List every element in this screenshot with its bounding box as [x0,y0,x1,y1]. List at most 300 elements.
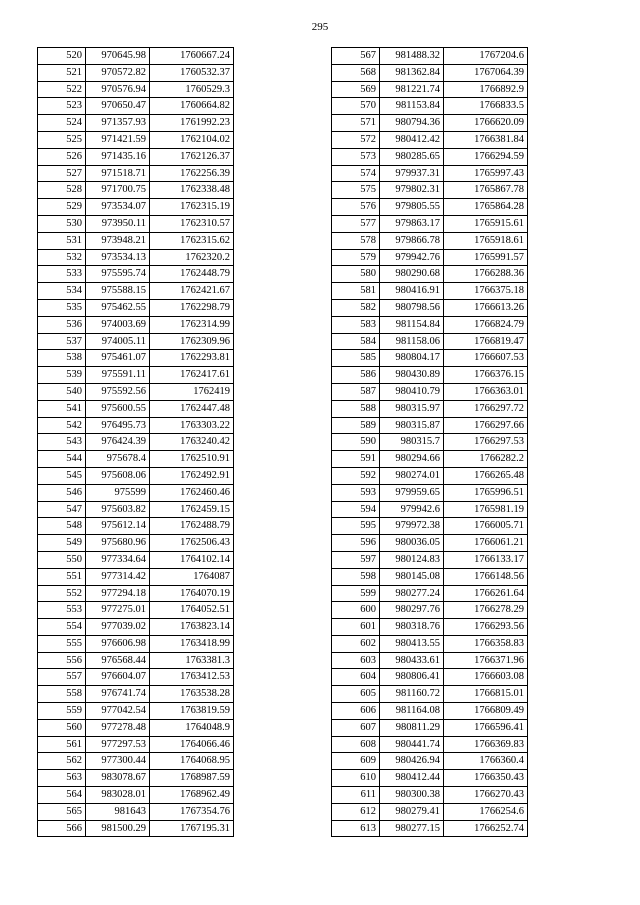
point-number-cell: 585 [332,350,380,367]
y-coordinate-cell: 1762421.67 [150,283,234,300]
x-coordinate-cell: 980290.68 [380,266,444,283]
table-row [332,81,528,98]
table-row [38,165,234,182]
x-coordinate-cell: 970576.94 [86,81,150,98]
x-coordinate-cell: 976606.98 [86,635,150,652]
x-coordinate-cell: 981158.06 [380,333,444,350]
table-row [332,383,528,400]
point-number-cell: 545 [38,467,86,484]
table-row [38,770,234,787]
y-coordinate-cell: 1762419 [150,383,234,400]
table-row [38,215,234,232]
point-number-cell: 596 [332,535,380,552]
x-coordinate-cell: 980433.61 [380,652,444,669]
point-number-cell: 555 [38,635,86,652]
point-number-cell: 570 [332,98,380,115]
point-number-cell: 608 [332,736,380,753]
table-row [38,434,234,451]
x-coordinate-cell: 980441.74 [380,736,444,753]
y-coordinate-cell: 1763823.14 [150,619,234,636]
x-coordinate-cell: 979805.55 [380,199,444,216]
table-row [332,283,528,300]
x-coordinate-cell: 980277.15 [380,820,444,837]
point-number-cell: 527 [38,165,86,182]
point-number-cell: 590 [332,434,380,451]
table-row [332,518,528,535]
y-coordinate-cell: 1766350.43 [444,770,528,787]
y-coordinate-cell: 1766809.49 [444,703,528,720]
x-coordinate-cell: 979937.31 [380,165,444,182]
point-number-cell: 566 [38,820,86,837]
x-coordinate-cell: 980806.41 [380,669,444,686]
point-number-cell: 526 [38,148,86,165]
table-row [332,619,528,636]
table-row [332,148,528,165]
y-coordinate-cell: 1766613.26 [444,299,528,316]
y-coordinate-cell: 1766293.56 [444,619,528,636]
point-number-cell: 557 [38,669,86,686]
y-coordinate-cell: 1763303.22 [150,417,234,434]
point-number-cell: 541 [38,400,86,417]
x-coordinate-cell: 979863.17 [380,215,444,232]
y-coordinate-cell: 1766371.96 [444,652,528,669]
y-coordinate-cell: 1766278.29 [444,602,528,619]
y-coordinate-cell: 1767064.39 [444,64,528,81]
x-coordinate-cell: 980412.42 [380,131,444,148]
table-row [332,787,528,804]
table-row [38,64,234,81]
table-row [38,98,234,115]
point-number-cell: 558 [38,686,86,703]
table-row [38,484,234,501]
y-coordinate-cell: 1762314.99 [150,316,234,333]
table-row [38,383,234,400]
table-row [38,518,234,535]
table-row [38,81,234,98]
point-number-cell: 542 [38,417,86,434]
table-row [332,602,528,619]
point-number-cell: 577 [332,215,380,232]
x-coordinate-cell: 974003.69 [86,316,150,333]
y-coordinate-cell: 1760529.3 [150,81,234,98]
y-coordinate-cell: 1768962.49 [150,787,234,804]
point-number-cell: 605 [332,686,380,703]
x-coordinate-cell: 979866.78 [380,232,444,249]
x-coordinate-cell: 981164.08 [380,703,444,720]
point-number-cell: 563 [38,770,86,787]
x-coordinate-cell: 975462.55 [86,299,150,316]
table-row [332,131,528,148]
y-coordinate-cell: 1762460.46 [150,484,234,501]
point-number-cell: 580 [332,266,380,283]
table-row [38,652,234,669]
table-row [38,131,234,148]
y-coordinate-cell: 1766833.5 [444,98,528,115]
point-number-cell: 559 [38,703,86,720]
x-coordinate-cell: 977300.44 [86,753,150,770]
y-coordinate-cell: 1762126.37 [150,148,234,165]
point-number-cell: 538 [38,350,86,367]
table-row [38,535,234,552]
table-row [332,333,528,350]
y-coordinate-cell: 1766603.08 [444,669,528,686]
point-number-cell: 523 [38,98,86,115]
y-coordinate-cell: 1762104.02 [150,131,234,148]
x-coordinate-cell: 980315.97 [380,400,444,417]
x-coordinate-cell: 979942.6 [380,501,444,518]
point-number-cell: 567 [332,48,380,65]
y-coordinate-cell: 1765915.61 [444,215,528,232]
y-coordinate-cell: 1763412.53 [150,669,234,686]
y-coordinate-cell: 1762320.2 [150,249,234,266]
table-row [38,48,234,65]
table-row [38,350,234,367]
point-number-cell: 584 [332,333,380,350]
table-row [332,232,528,249]
coordinates-table-left [37,47,234,837]
y-coordinate-cell: 1766596.41 [444,719,528,736]
y-coordinate-cell: 1766892.9 [444,81,528,98]
x-coordinate-cell: 980300.38 [380,787,444,804]
table-row [332,703,528,720]
point-number-cell: 544 [38,451,86,468]
point-number-cell: 551 [38,568,86,585]
point-number-cell: 531 [38,232,86,249]
point-number-cell: 600 [332,602,380,619]
x-coordinate-cell: 977042.54 [86,703,150,720]
x-coordinate-cell: 980798.56 [380,299,444,316]
x-coordinate-cell: 980413.55 [380,635,444,652]
y-coordinate-cell: 1764102.14 [150,551,234,568]
y-coordinate-cell: 1766061.21 [444,535,528,552]
point-number-cell: 582 [332,299,380,316]
x-coordinate-cell: 973534.13 [86,249,150,266]
x-coordinate-cell: 975603.82 [86,501,150,518]
y-coordinate-cell: 1766294.59 [444,148,528,165]
y-coordinate-cell: 1762492.91 [150,467,234,484]
y-coordinate-cell: 1760667.24 [150,48,234,65]
y-coordinate-cell: 1763381.3 [150,652,234,669]
table-row [38,568,234,585]
x-coordinate-cell: 977294.18 [86,585,150,602]
table-row [38,820,234,837]
y-coordinate-cell: 1766261.64 [444,585,528,602]
point-number-cell: 560 [38,719,86,736]
x-coordinate-cell: 970572.82 [86,64,150,81]
table-row [332,215,528,232]
table-row [332,652,528,669]
y-coordinate-cell: 1766148.56 [444,568,528,585]
y-coordinate-cell: 1766297.53 [444,434,528,451]
table-row [38,753,234,770]
table-row [38,619,234,636]
table-row [332,350,528,367]
x-coordinate-cell: 980416.91 [380,283,444,300]
x-coordinate-cell: 980811.29 [380,719,444,736]
x-coordinate-cell: 977278.48 [86,719,150,736]
x-coordinate-cell: 980410.79 [380,383,444,400]
table-row [38,316,234,333]
y-coordinate-cell: 1762506.43 [150,535,234,552]
x-coordinate-cell: 979972.38 [380,518,444,535]
table-row [332,434,528,451]
y-coordinate-cell: 1762338.48 [150,182,234,199]
table-row [332,820,528,837]
point-number-cell: 575 [332,182,380,199]
x-coordinate-cell: 975461.07 [86,350,150,367]
table-row [38,803,234,820]
x-coordinate-cell: 977334.64 [86,551,150,568]
y-coordinate-cell: 1765864.28 [444,199,528,216]
x-coordinate-cell: 980315.7 [380,434,444,451]
x-coordinate-cell: 981488.32 [380,48,444,65]
point-number-cell: 599 [332,585,380,602]
point-number-cell: 578 [332,232,380,249]
table-row [332,719,528,736]
point-number-cell: 525 [38,131,86,148]
x-coordinate-cell: 980412.44 [380,770,444,787]
y-coordinate-cell: 1762293.81 [150,350,234,367]
table-row [38,182,234,199]
y-coordinate-cell: 1762447.48 [150,400,234,417]
y-coordinate-cell: 1761992.23 [150,115,234,132]
point-number-cell: 606 [332,703,380,720]
y-coordinate-cell: 1766819.47 [444,333,528,350]
point-number-cell: 609 [332,753,380,770]
table-row [38,283,234,300]
table-row [332,753,528,770]
table-row [38,417,234,434]
table-row [38,266,234,283]
point-number-cell: 524 [38,115,86,132]
x-coordinate-cell: 970645.98 [86,48,150,65]
x-coordinate-cell: 980804.17 [380,350,444,367]
table-row [332,417,528,434]
point-number-cell: 607 [332,719,380,736]
x-coordinate-cell: 977275.01 [86,602,150,619]
point-number-cell: 602 [332,635,380,652]
point-number-cell: 562 [38,753,86,770]
y-coordinate-cell: 1766252.74 [444,820,528,837]
table-row [38,249,234,266]
point-number-cell: 586 [332,367,380,384]
x-coordinate-cell: 983028.01 [86,787,150,804]
table-row [332,165,528,182]
table-row [332,535,528,552]
point-number-cell: 588 [332,400,380,417]
point-number-cell: 553 [38,602,86,619]
y-coordinate-cell: 1762315.62 [150,232,234,249]
y-coordinate-cell: 1763418.99 [150,635,234,652]
table-row [332,484,528,501]
point-number-cell: 573 [332,148,380,165]
x-coordinate-cell: 971518.71 [86,165,150,182]
table-row [332,585,528,602]
x-coordinate-cell: 980430.89 [380,367,444,384]
table-row [38,232,234,249]
x-coordinate-cell: 975591.11 [86,367,150,384]
table-row [38,602,234,619]
x-coordinate-cell: 980036.05 [380,535,444,552]
table-row [332,64,528,81]
x-coordinate-cell: 975592.56 [86,383,150,400]
table-row [332,182,528,199]
y-coordinate-cell: 1766282.2 [444,451,528,468]
table-row [332,467,528,484]
point-number-cell: 593 [332,484,380,501]
table-row [332,316,528,333]
x-coordinate-cell: 977039.02 [86,619,150,636]
x-coordinate-cell: 979802.31 [380,182,444,199]
x-coordinate-cell: 971700.75 [86,182,150,199]
table-row [332,686,528,703]
x-coordinate-cell: 971357.93 [86,115,150,132]
point-number-cell: 532 [38,249,86,266]
x-coordinate-cell: 976568.44 [86,652,150,669]
x-coordinate-cell: 975608.06 [86,467,150,484]
table-row [38,199,234,216]
x-coordinate-cell: 983078.67 [86,770,150,787]
point-number-cell: 604 [332,669,380,686]
y-coordinate-cell: 1768987.59 [150,770,234,787]
table-row [38,148,234,165]
y-coordinate-cell: 1766369.83 [444,736,528,753]
point-number-cell: 571 [332,115,380,132]
point-number-cell: 564 [38,787,86,804]
x-coordinate-cell: 975595.74 [86,266,150,283]
x-coordinate-cell: 971435.16 [86,148,150,165]
y-coordinate-cell: 1767354.76 [150,803,234,820]
x-coordinate-cell: 980794.36 [380,115,444,132]
x-coordinate-cell: 975612.14 [86,518,150,535]
x-coordinate-cell: 975678.4 [86,451,150,468]
point-number-cell: 612 [332,803,380,820]
y-coordinate-cell: 1765867.78 [444,182,528,199]
point-number-cell: 549 [38,535,86,552]
y-coordinate-cell: 1762510.91 [150,451,234,468]
y-coordinate-cell: 1764052.51 [150,602,234,619]
x-coordinate-cell: 975680.96 [86,535,150,552]
table-row [38,333,234,350]
point-number-cell: 547 [38,501,86,518]
y-coordinate-cell: 1763819.59 [150,703,234,720]
table-row [38,299,234,316]
point-number-cell: 528 [38,182,86,199]
point-number-cell: 603 [332,652,380,669]
y-coordinate-cell: 1760532.37 [150,64,234,81]
y-coordinate-cell: 1766620.09 [444,115,528,132]
y-coordinate-cell: 1764087 [150,568,234,585]
x-coordinate-cell: 980145.08 [380,568,444,585]
x-coordinate-cell: 977297.53 [86,736,150,753]
table-row [332,501,528,518]
x-coordinate-cell: 975588.15 [86,283,150,300]
point-number-cell: 521 [38,64,86,81]
x-coordinate-cell: 979942.76 [380,249,444,266]
y-coordinate-cell: 1766270.43 [444,787,528,804]
table-row [332,635,528,652]
y-coordinate-cell: 1767204.6 [444,48,528,65]
table-row [38,703,234,720]
x-coordinate-cell: 975600.55 [86,400,150,417]
y-coordinate-cell: 1766824.79 [444,316,528,333]
x-coordinate-cell: 981154.84 [380,316,444,333]
x-coordinate-cell: 980315.87 [380,417,444,434]
point-number-cell: 576 [332,199,380,216]
x-coordinate-cell: 973534.07 [86,199,150,216]
point-number-cell: 539 [38,367,86,384]
table-row [38,719,234,736]
point-number-cell: 522 [38,81,86,98]
table-row [38,501,234,518]
x-coordinate-cell: 981221.74 [380,81,444,98]
table-row [332,367,528,384]
point-number-cell: 574 [332,165,380,182]
y-coordinate-cell: 1762488.79 [150,518,234,535]
point-number-cell: 568 [332,64,380,81]
table-row [332,770,528,787]
x-coordinate-cell: 979959.65 [380,484,444,501]
x-coordinate-cell: 975599 [86,484,150,501]
point-number-cell: 569 [332,81,380,98]
point-number-cell: 537 [38,333,86,350]
y-coordinate-cell: 1766297.72 [444,400,528,417]
y-coordinate-cell: 1766815.01 [444,686,528,703]
x-coordinate-cell: 976604.07 [86,669,150,686]
x-coordinate-cell: 980426.94 [380,753,444,770]
table-row [332,266,528,283]
y-coordinate-cell: 1765996.51 [444,484,528,501]
y-coordinate-cell: 1763240.42 [150,434,234,451]
point-number-cell: 556 [38,652,86,669]
table-row [332,249,528,266]
point-number-cell: 530 [38,215,86,232]
y-coordinate-cell: 1766376.15 [444,367,528,384]
table-row [332,115,528,132]
table-row [38,400,234,417]
point-number-cell: 533 [38,266,86,283]
point-number-cell: 561 [38,736,86,753]
y-coordinate-cell: 1766005.71 [444,518,528,535]
page-number: 295 [311,21,329,33]
table-row [332,736,528,753]
point-number-cell: 529 [38,199,86,216]
y-coordinate-cell: 1765997.43 [444,165,528,182]
table-row [38,787,234,804]
x-coordinate-cell: 973948.21 [86,232,150,249]
point-number-cell: 546 [38,484,86,501]
x-coordinate-cell: 981153.84 [380,98,444,115]
y-coordinate-cell: 1762298.79 [150,299,234,316]
point-number-cell: 565 [38,803,86,820]
table-row [38,115,234,132]
table-row [38,367,234,384]
y-coordinate-cell: 1766363.01 [444,383,528,400]
x-coordinate-cell: 980318.76 [380,619,444,636]
x-coordinate-cell: 981643 [86,803,150,820]
table-row [332,803,528,820]
point-number-cell: 548 [38,518,86,535]
y-coordinate-cell: 1767195.31 [150,820,234,837]
table-row [38,467,234,484]
point-number-cell: 598 [332,568,380,585]
table-row [38,669,234,686]
y-coordinate-cell: 1766607.53 [444,350,528,367]
table-row [332,568,528,585]
point-number-cell: 552 [38,585,86,602]
x-coordinate-cell: 980274.01 [380,467,444,484]
x-coordinate-cell: 981160.72 [380,686,444,703]
